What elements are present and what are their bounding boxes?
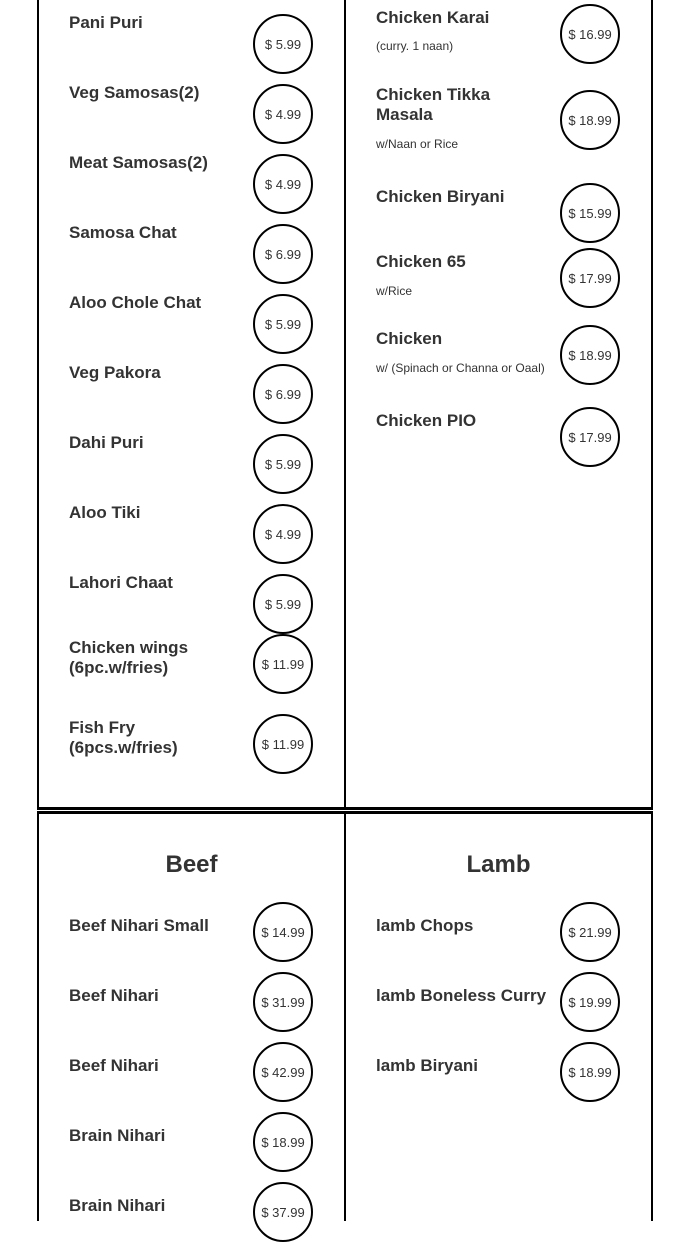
item-note: (curry. 1 naan) <box>376 39 454 53</box>
menu-item <box>69 1196 344 1256</box>
price-badge: $ 18.99 <box>560 90 620 150</box>
price-badge: $ 5.99 <box>253 434 313 494</box>
item-name: Chicken PIO <box>376 411 477 430</box>
menu-item <box>376 329 651 399</box>
price-badge: $ 11.99 <box>253 634 313 694</box>
menu-item <box>69 83 344 143</box>
item-name: Chicken Biryani <box>376 187 505 206</box>
price-badge: $ 6.99 <box>253 224 313 284</box>
chicken-panel <box>344 0 653 810</box>
item-name: Pani Puri <box>69 13 143 32</box>
item-name: Brain Nihari <box>69 1126 166 1145</box>
item-name: Chicken Tikka Masala <box>376 85 491 124</box>
item-name: Beef Nihari <box>69 986 159 1005</box>
price-badge: $ 18.99 <box>253 1112 313 1172</box>
menu-item <box>69 1126 344 1186</box>
item-name: Chicken wings (6pc.w/fries) <box>69 638 189 677</box>
menu-item <box>376 252 651 322</box>
item-name: Fish Fry (6pcs.w/fries) <box>69 718 178 757</box>
section-title-lamb: Lamb <box>466 851 531 878</box>
price-badge: $ 31.99 <box>253 972 313 1032</box>
item-name: lamb Boneless Curry <box>376 986 547 1005</box>
beef-panel <box>37 811 346 1221</box>
item-name: Aloo Chole Chat <box>69 293 202 312</box>
item-name: Dahi Puri <box>69 433 144 452</box>
menu-item <box>69 916 344 976</box>
price-badge: $ 37.99 <box>253 1182 313 1242</box>
price-badge: $ 4.99 <box>253 84 313 144</box>
item-name: Chicken 65 <box>376 252 466 271</box>
menu-item <box>69 718 344 798</box>
item-name: Veg Samosas(2) <box>69 83 200 102</box>
price-badge: $ 42.99 <box>253 1042 313 1102</box>
item-name: lamb Biryani <box>376 1056 479 1075</box>
menu-item <box>69 638 344 718</box>
lamb-panel <box>344 811 653 1221</box>
menu-item <box>376 8 651 78</box>
price-badge: $ 5.99 <box>253 14 313 74</box>
item-name: Veg Pakora <box>69 363 161 382</box>
item-name: Aloo Tiki <box>69 503 141 522</box>
menu-item <box>69 573 344 633</box>
price-badge: $ 5.99 <box>253 294 313 354</box>
starters-panel <box>37 0 346 810</box>
menu-item <box>69 153 344 213</box>
menu-item <box>69 363 344 423</box>
menu-item <box>69 293 344 353</box>
price-badge: $ 15.99 <box>560 183 620 243</box>
menu-item <box>69 13 344 73</box>
menu-item <box>376 1056 651 1116</box>
price-badge: $ 5.99 <box>253 574 313 634</box>
item-name: Chicken <box>376 329 443 348</box>
price-badge: $ 16.99 <box>560 4 620 64</box>
item-note: w/Naan or Rice <box>376 137 459 151</box>
item-name: lamb Chops <box>376 916 474 935</box>
menu-item <box>376 986 651 1046</box>
price-badge: $ 4.99 <box>253 154 313 214</box>
menu-item <box>69 503 344 563</box>
price-badge: $ 18.99 <box>560 325 620 385</box>
item-note: w/Rice <box>376 284 413 298</box>
price-badge: $ 18.99 <box>560 1042 620 1102</box>
menu-item <box>69 986 344 1046</box>
item-note: w/ (Spinach or Channa or Oaal) <box>376 361 545 375</box>
item-name: Samosa Chat <box>69 223 177 242</box>
price-badge: $ 11.99 <box>253 714 313 774</box>
section-title-beef: Beef <box>165 851 218 878</box>
item-name: Lahori Chaat <box>69 573 173 592</box>
item-name: Chicken Karai <box>376 8 490 27</box>
item-name: Beef Nihari Small <box>69 916 209 935</box>
price-badge: $ 6.99 <box>253 364 313 424</box>
price-badge: $ 17.99 <box>560 248 620 308</box>
menu-item <box>376 85 651 165</box>
item-name: Beef Nihari <box>69 1056 159 1075</box>
menu-item <box>376 916 651 976</box>
menu-item <box>376 187 651 247</box>
item-name: Brain Nihari <box>69 1196 166 1215</box>
menu-item <box>376 411 651 471</box>
menu-item <box>69 1056 344 1116</box>
price-badge: $ 17.99 <box>560 407 620 467</box>
price-badge: $ 14.99 <box>253 902 313 962</box>
item-name: Meat Samosas(2) <box>69 153 208 172</box>
price-badge: $ 4.99 <box>253 504 313 564</box>
menu-item <box>69 433 344 493</box>
price-badge: $ 21.99 <box>560 902 620 962</box>
menu-item <box>69 223 344 283</box>
price-badge: $ 19.99 <box>560 972 620 1032</box>
